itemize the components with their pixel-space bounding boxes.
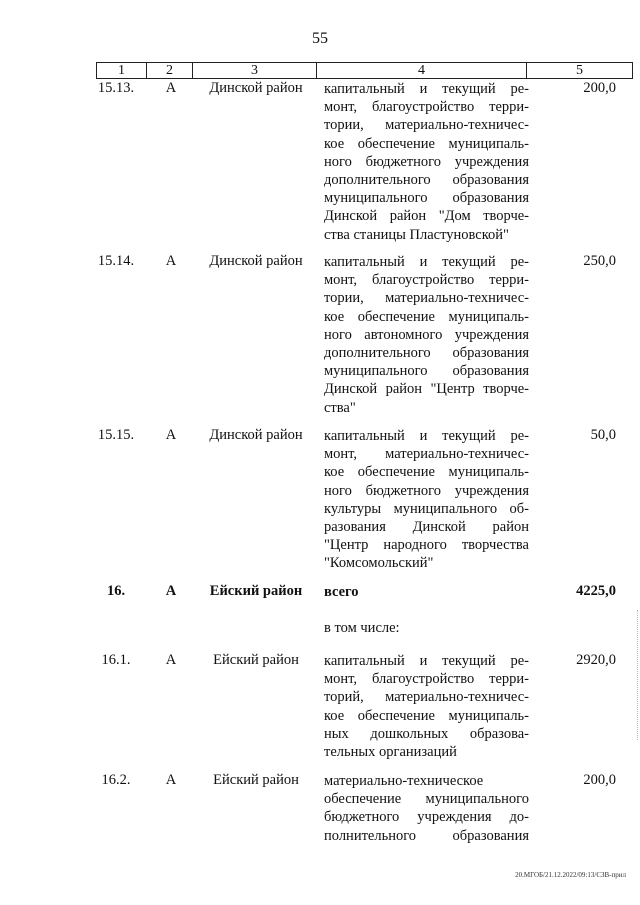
description-line: ного бюджетного учреждения	[324, 153, 529, 170]
description-line: в том числе:	[324, 620, 400, 636]
description-line: кое обеспечение муниципаль-	[324, 135, 529, 152]
row-amount: 4225,0	[576, 583, 616, 599]
description-line: "Комсомольский"	[324, 555, 434, 572]
description-line: монт, благоустройство терри-	[324, 272, 529, 289]
row-district: Динской район	[209, 253, 303, 269]
description-line: муниципального образования	[324, 190, 529, 207]
description-line: ства станицы Пластуновской"	[324, 226, 509, 243]
row-number: 16.1.	[101, 652, 131, 668]
row-number: 16.2.	[101, 772, 131, 788]
description-line: монт, благоустройство терри-	[324, 671, 529, 688]
column-header-table	[96, 62, 633, 79]
description-line: "Центр народного творчества	[324, 537, 529, 554]
description-line: капитальный и текущий ре-	[324, 81, 529, 97]
row-number: 15.14.	[97, 253, 135, 269]
column-header-1: 1	[97, 63, 147, 79]
row-category: А	[165, 253, 177, 269]
row-amount: 200,0	[583, 80, 616, 96]
row-number: 16.	[106, 583, 126, 599]
description-line: кое обеспечение муниципаль-	[324, 464, 529, 481]
description-line: полнительного образования	[324, 827, 529, 844]
document-code: 20.МГОБ/21.12.2022/09:13/СЗВ-прил	[515, 871, 626, 879]
description-line: материально-техническое	[324, 773, 484, 789]
description-line: разования Динской район	[324, 519, 529, 536]
row-description	[324, 772, 529, 845]
description-line: Динской район "Центр творче-	[324, 381, 529, 398]
description-line: монт, материально-техничес-	[324, 446, 529, 463]
description-line: бюджетного учреждения до-	[324, 809, 529, 826]
description-line: капитальный и текущий ре-	[324, 428, 529, 444]
column-header-3: 3	[193, 63, 317, 79]
row-number: 15.15.	[97, 427, 135, 443]
description-line: тельных организаций	[324, 744, 457, 761]
description-line: ных дошкольных образова-	[324, 725, 529, 742]
scan-margin-mark	[636, 610, 638, 740]
row-amount: 250,0	[583, 253, 616, 269]
description-line: дополнительного образования	[324, 345, 529, 362]
row-category: А	[165, 80, 177, 96]
description-line: ного автономного учреждения	[324, 326, 529, 343]
row-description	[324, 253, 529, 417]
row-description	[324, 80, 529, 244]
column-header-5: 5	[527, 63, 633, 79]
row-description	[324, 583, 529, 601]
row-amount: 50,0	[590, 427, 616, 443]
description-line: тории, материально-техничес-	[324, 290, 529, 307]
row-district: Динской район	[209, 80, 303, 96]
description-line: тории, материально-техничес-	[324, 117, 529, 134]
description-line: обеспечение муниципального	[324, 791, 529, 808]
row-description	[324, 619, 529, 637]
description-line: кое обеспечение муниципаль-	[324, 707, 529, 724]
description-line: торий, материально-техничес-	[324, 689, 529, 706]
description-line: Динской район "Дом творче-	[324, 208, 529, 225]
row-category: А	[165, 652, 177, 668]
page-number: 55	[312, 30, 328, 47]
description-line: муниципального образования	[324, 363, 529, 380]
column-header-2: 2	[147, 63, 193, 79]
description-line: кое обеспечение муниципаль-	[324, 308, 529, 325]
row-district: Ейский район	[213, 772, 299, 788]
description-line: ства"	[324, 399, 356, 416]
row-amount: 200,0	[583, 772, 616, 788]
row-category: А	[165, 772, 177, 788]
row-district: Ейский район	[213, 652, 299, 668]
column-header-4: 4	[317, 63, 527, 79]
description-line: дополнительного образования	[324, 172, 529, 189]
row-category: А	[165, 427, 177, 443]
description-line: всего	[324, 584, 359, 600]
description-line: монт, благоустройство терри-	[324, 99, 529, 116]
description-line: капитальный и текущий ре-	[324, 653, 529, 669]
row-district: Динской район	[209, 427, 303, 443]
row-category: А	[165, 583, 177, 599]
row-description	[324, 652, 529, 761]
row-amount: 2920,0	[576, 652, 616, 668]
row-district: Ейский район	[209, 583, 303, 599]
description-line: ного бюджетного учреждения	[324, 482, 529, 499]
row-description	[324, 427, 529, 573]
description-line: капитальный и текущий ре-	[324, 254, 529, 270]
column-header-row	[97, 63, 633, 79]
description-line: культуры муниципального об-	[324, 500, 529, 517]
row-number: 15.13.	[97, 80, 135, 96]
